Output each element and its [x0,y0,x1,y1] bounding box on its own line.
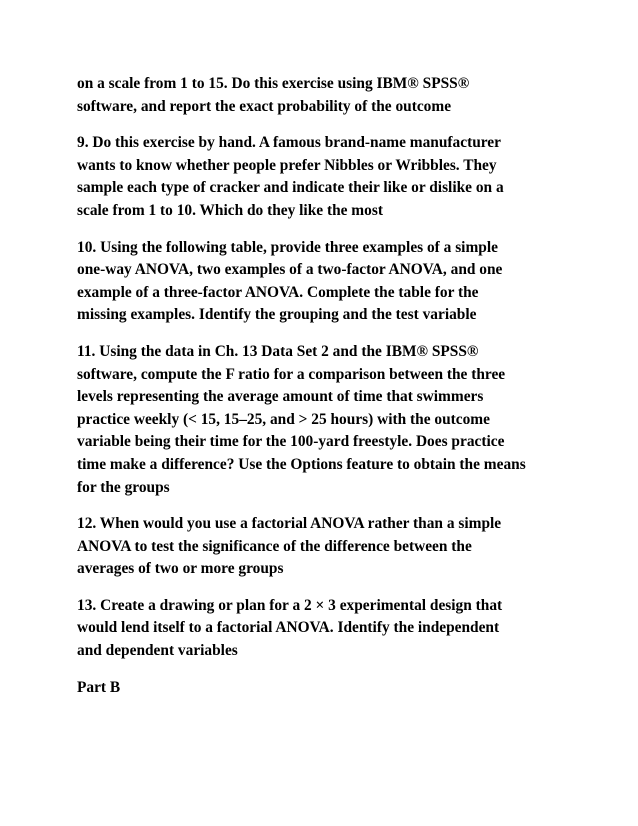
paragraph-exercise-13: 13. Create a drawing or plan for a 2 × 3 experimental design that would lend itself to a factorial ANOVA. Identify the independent and dependent variables [77,596,503,660]
paragraph-exercise-11: 11. Using the data in Ch. 13 Data Set 2 and the IBM® SPSS® software, compute the F ratio for a comparison between the three levels representing the average amount of time that swimmers practice weekly (< 15, 15–25, and > 25 hours) with the outcome variable being their time for the 100-yard freestyle. Does practice time make a difference? Use the Options feature to obtain the means for the groups [77,342,526,496]
paragraph-exercise-12: 12. When would you use a factorial ANOVA rather than a simple ANOVA to test the significance of the difference between the averages of two or more groups [77,515,502,578]
part-heading: Part B [77,678,121,696]
document-body [77,73,577,699]
paragraph-exercise-10: 10. Using the following table, provide three examples of a simple one-way ANOVA, two examples of a two-factor ANOVA, and one example of a three-factor ANOVA. Complete the table for the missing examples. Identify the grouping and the test variable [77,238,503,324]
paragraph-exercise-continuation: on a scale from 1 to 15. Do this exercise using IBM® SPSS® software, and report the exact probability of the outcome [77,75,470,115]
paragraph-exercise-9: 9. Do this exercise by hand. A famous brand-name manufacturer wants to know whether people prefer Nibbles or Wribbles. They sample each type of cracker and indicate their like or dislike on a scale from 1 to 10. Which do they like the most [77,134,504,219]
